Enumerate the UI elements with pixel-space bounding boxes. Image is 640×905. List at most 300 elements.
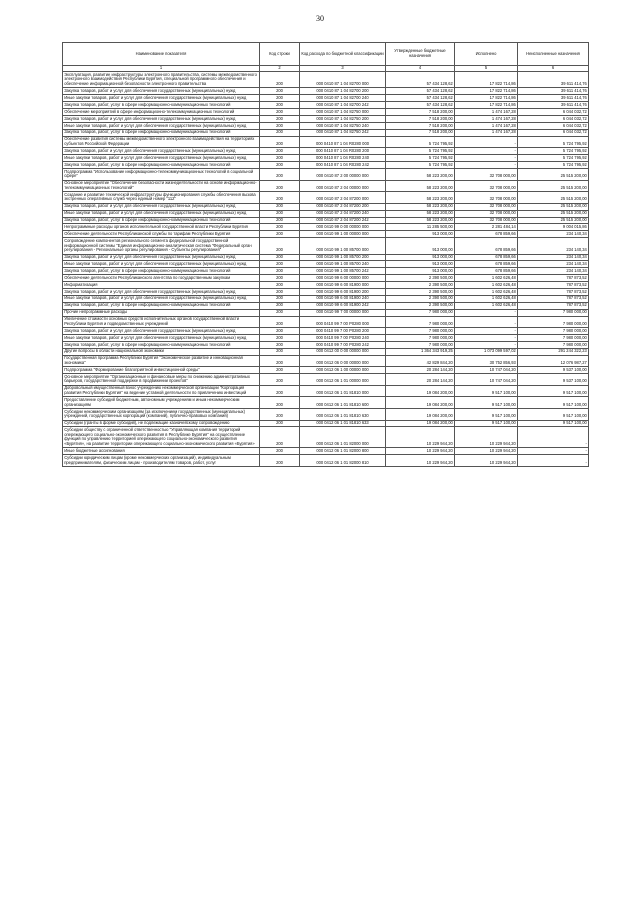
row-name: Основное мероприятие "Обеспечение безопасности жизнедеятельности на основе информационно-телекоммуникационных технологий": [63, 180, 260, 192]
row-unexecuted: 787 873,52: [518, 275, 589, 282]
row-budget-code: 000 0410 99 7 00 P0280 242: [300, 341, 386, 348]
row-budget-code: 000 0410 87 2 04 00000 000: [300, 180, 386, 192]
table-row: [63, 203, 589, 210]
row-approved: 19 084 200,00: [386, 408, 455, 420]
row-approved: 57 434 128,62: [386, 102, 455, 109]
row-budget-code: 000 0410 99 6 00 00000 000: [300, 275, 386, 282]
row-budget-code: 000 0412 06 1 01 81810 600: [300, 397, 386, 409]
row-line-code: 200: [260, 129, 300, 136]
row-name: Закупка товаров, работ и услуг для обеспечения государственных (муниципальных) нужд: [63, 203, 260, 210]
row-executed: 678 859,66: [455, 231, 518, 238]
row-executed: 9 517 100,00: [455, 385, 518, 397]
row-line-code: 200: [260, 448, 300, 455]
header-executed: Исполнено: [455, 43, 518, 66]
table-row: [63, 455, 589, 467]
row-line-code: 200: [260, 116, 300, 123]
column-number: 1: [63, 66, 260, 72]
row-budget-code: 000 0410 87 1 04 R0280 242: [300, 162, 386, 169]
row-approved: 58 223 200,00: [386, 217, 455, 224]
row-approved: 58 223 200,00: [386, 210, 455, 217]
row-executed: 1 602 626,48: [455, 302, 518, 309]
row-unexecuted: 9 537 100,00: [518, 374, 589, 386]
row-approved: 7 980 000,00: [386, 316, 455, 328]
table-row: [63, 288, 589, 295]
row-approved: 7 980 000,00: [386, 335, 455, 342]
row-approved: 7 980 000,00: [386, 341, 455, 348]
row-budget-code: 000 0410 99 7 00 P0280 000: [300, 316, 386, 328]
row-name: Прочие непрограммные расходы: [63, 309, 260, 316]
row-approved: 19 084 200,00: [386, 397, 455, 409]
row-unexecuted: 6 044 032,72: [518, 109, 589, 116]
row-line-code: 200: [260, 355, 300, 367]
table-row: [63, 129, 589, 136]
row-unexecuted: 787 873,52: [518, 302, 589, 309]
row-executed: -: [455, 162, 518, 169]
table-row: [63, 448, 589, 455]
row-approved: 58 223 200,00: [386, 180, 455, 192]
row-name: Закупка товаров, работ и услуг для обеспечения государственных (муниципальных) нужд: [63, 254, 260, 261]
table-row: [63, 427, 589, 448]
row-unexecuted: -: [518, 427, 589, 448]
row-name: Информатизация: [63, 282, 260, 289]
row-name: Увеличение стоимости основных средств исполнительных органов государственной власти Республики Бурятия и подведомственных учреждений: [63, 316, 260, 328]
row-name: Обеспечение развития системы межведомственного электронного взаимодействия на территориях субъектов Российской Федерации: [63, 136, 260, 148]
header-budget-code: Код расхода по бюджетной классификации: [300, 43, 386, 66]
row-unexecuted: 5 724 795,92: [518, 162, 589, 169]
row-line-code: 200: [260, 309, 300, 316]
row-budget-code: 000 0410 99 1 00 85700 240: [300, 261, 386, 268]
row-approved: 913 000,00: [386, 231, 455, 238]
row-name: Основное мероприятие "Организационные и финансовые меры по снижению административных барьеров, государственной поддержке в продвижении проектов": [63, 374, 260, 386]
row-line-code: 200: [260, 316, 300, 328]
row-unexecuted: 5 724 795,92: [518, 136, 589, 148]
row-unexecuted: 291 244 322,23: [518, 348, 589, 355]
row-line-code: 200: [260, 455, 300, 467]
row-line-code: 200: [260, 122, 300, 129]
row-unexecuted: 39 611 414,76: [518, 102, 589, 109]
table-row: [63, 348, 589, 355]
row-executed: -: [455, 309, 518, 316]
row-executed: 1 602 626,48: [455, 288, 518, 295]
row-budget-code: 000 0410 87 1 04 82750 242: [300, 129, 386, 136]
table-row: [63, 408, 589, 420]
row-line-code: 200: [260, 420, 300, 427]
table-row: [63, 162, 589, 169]
table-row: [63, 72, 589, 88]
row-executed: -: [455, 136, 518, 148]
row-line-code: 200: [260, 328, 300, 335]
row-approved: 57 434 128,62: [386, 72, 455, 88]
row-executed: 678 859,66: [455, 254, 518, 261]
row-name: Закупка товаров, работ и услуг для обеспечения государственных (муниципальных) нужд: [63, 88, 260, 95]
row-unexecuted: 6 044 032,72: [518, 116, 589, 123]
column-number: 3: [300, 66, 386, 72]
row-budget-code: 000 0410 87 1 04 82750 000: [300, 109, 386, 116]
row-approved: 20 284 144,20: [386, 374, 455, 386]
table-row: [63, 420, 589, 427]
row-line-code: 200: [260, 268, 300, 275]
row-approved: 7 980 000,00: [386, 309, 455, 316]
table-row: [63, 88, 589, 95]
row-approved: 58 223 200,00: [386, 168, 455, 180]
row-budget-code: 000 0412 00 0 00 00000 000: [300, 348, 386, 355]
row-budget-code: 000 0410 87 1 04 R0280 240: [300, 155, 386, 162]
row-budget-code: 000 0410 99 0 00 00000 000: [300, 224, 386, 231]
row-executed: -: [455, 155, 518, 162]
table-row: [63, 275, 589, 282]
table-row: [63, 374, 589, 386]
table-row: [63, 168, 589, 180]
row-approved: 913 000,00: [386, 254, 455, 261]
row-executed: 17 822 714,86: [455, 72, 518, 88]
row-name: Обеспечение деятельности Республиканской службы по тарифам Республики Бурятия: [63, 231, 260, 238]
row-unexecuted: 7 980 000,00: [518, 328, 589, 335]
row-budget-code: 000 0410 99 6 00 81900 000: [300, 282, 386, 289]
table-row: [63, 102, 589, 109]
row-approved: 2 390 500,00: [386, 288, 455, 295]
row-line-code: 200: [260, 397, 300, 409]
row-name: Иные закупки товаров, работ и услуг для обеспечения государственных (муниципальных) нужд: [63, 210, 260, 217]
row-executed: 10 747 044,20: [455, 374, 518, 386]
row-budget-code: 000 0410 87 1 04 82750 240: [300, 122, 386, 129]
table-row: [63, 180, 589, 192]
row-unexecuted: 9 517 100,00: [518, 397, 589, 409]
table-row: [63, 282, 589, 289]
row-line-code: 200: [260, 168, 300, 180]
row-name: Закупка товаров, работ, услуг в сфере информационно-коммуникационных технологий: [63, 102, 260, 109]
row-line-code: 200: [260, 231, 300, 238]
row-budget-code: 000 0410 87 1 04 R0280 000: [300, 136, 386, 148]
row-executed: 1 474 167,28: [455, 129, 518, 136]
row-unexecuted: 7 980 000,00: [518, 309, 589, 316]
row-budget-code: 000 0412 06 1 01 82000 800: [300, 448, 386, 455]
row-approved: 20 284 144,20: [386, 367, 455, 374]
row-unexecuted: 25 515 200,00: [518, 203, 589, 210]
row-budget-code: 000 0410 87 1 04 82750 200: [300, 116, 386, 123]
row-line-code: 200: [260, 275, 300, 282]
row-budget-code: 000 0410 87 2 04 87200 000: [300, 192, 386, 204]
row-unexecuted: 5 724 795,92: [518, 155, 589, 162]
row-approved: 5 724 795,92: [386, 162, 455, 169]
row-budget-code: 000 0412 06 1 01 81810 000: [300, 385, 386, 397]
table-row: [63, 155, 589, 162]
row-approved: 913 000,00: [386, 261, 455, 268]
row-budget-code: 000 0410 87 2 04 87200 242: [300, 217, 386, 224]
row-approved: 58 223 200,00: [386, 192, 455, 204]
row-name: Закупка товаров, работ и услуг для обеспечения государственных (муниципальных) нужд: [63, 116, 260, 123]
budget-execution-table: [62, 42, 589, 467]
row-line-code: 200: [260, 341, 300, 348]
row-budget-code: 000 0410 99 6 00 81900 242: [300, 302, 386, 309]
row-line-code: 200: [260, 192, 300, 204]
row-budget-code: 000 0412 06 1 01 81810 633: [300, 420, 386, 427]
row-line-code: 200: [260, 254, 300, 261]
row-name: Предоставление субсидий бюджетным, автономным учреждениям и иным некоммерческим организациям: [63, 397, 260, 409]
row-approved: 2 390 500,00: [386, 295, 455, 302]
row-approved: 19 084 200,00: [386, 385, 455, 397]
row-name: Подпрограмма "Использование информационно-телекоммуникационных технологий в социальной сфере": [63, 168, 260, 180]
table-row: [63, 341, 589, 348]
row-unexecuted: 234 140,34: [518, 238, 589, 254]
row-budget-code: 000 0410 87 2 04 87200 200: [300, 203, 386, 210]
table-header-row: [63, 43, 589, 66]
row-name: Закупка товаров, работ и услуг для обеспечения государственных (муниципальных) нужд: [63, 328, 260, 335]
row-approved: 2 390 500,00: [386, 282, 455, 289]
row-line-code: 200: [260, 367, 300, 374]
table-row: [63, 397, 589, 409]
row-approved: 5 724 795,92: [386, 136, 455, 148]
table-row: [63, 309, 589, 316]
row-approved: 11 285 500,00: [386, 224, 455, 231]
row-name: Иные бюджетные ассигнования: [63, 448, 260, 455]
row-unexecuted: 6 044 032,72: [518, 129, 589, 136]
row-executed: 10 229 944,20: [455, 455, 518, 467]
row-line-code: 200: [260, 385, 300, 397]
row-line-code: 200: [260, 95, 300, 102]
row-line-code: 200: [260, 72, 300, 88]
row-name: Закупка товаров, работ и услуг для обеспечения государственных (муниципальных) нужд: [63, 148, 260, 155]
row-line-code: 200: [260, 203, 300, 210]
row-line-code: 200: [260, 224, 300, 231]
row-approved: 5 724 795,92: [386, 148, 455, 155]
row-budget-code: 000 0410 87 2 04 87200 240: [300, 210, 386, 217]
row-name: Иные закупки товаров, работ и услуг для обеспечения государственных (муниципальных) нужд: [63, 122, 260, 129]
row-approved: 2 390 500,00: [386, 302, 455, 309]
row-name: Подпрограмма "Формирование благоприятной инвестиционной среды": [63, 367, 260, 374]
table-row: [63, 268, 589, 275]
table-row: [63, 254, 589, 261]
row-unexecuted: 787 873,52: [518, 295, 589, 302]
row-budget-code: 000 0410 99 1 00 85700 242: [300, 268, 386, 275]
row-approved: 10 229 944,20: [386, 427, 455, 448]
row-approved: 7 518 200,00: [386, 116, 455, 123]
row-line-code: 200: [260, 335, 300, 342]
row-executed: -: [455, 335, 518, 342]
row-executed: 678 859,66: [455, 238, 518, 254]
row-executed: 10 229 944,20: [455, 427, 518, 448]
row-unexecuted: 9 004 015,86: [518, 224, 589, 231]
row-budget-code: 000 0410 87 1 04 82700 200: [300, 88, 386, 95]
row-line-code: 200: [260, 374, 300, 386]
row-approved: 5 724 795,92: [386, 155, 455, 162]
row-budget-code: 000 0410 99 7 00 00000 000: [300, 309, 386, 316]
row-unexecuted: -: [518, 455, 589, 467]
row-unexecuted: 9 517 100,00: [518, 385, 589, 397]
row-executed: 1 073 099 597,02: [455, 348, 518, 355]
row-line-code: 200: [260, 295, 300, 302]
row-unexecuted: 7 980 000,00: [518, 316, 589, 328]
row-executed: 32 708 000,00: [455, 168, 518, 180]
row-line-code: 200: [260, 261, 300, 268]
table-row: [63, 355, 589, 367]
header-line-code: Код строки: [260, 43, 300, 66]
row-budget-code: 000 0412 06 0 00 00000 000: [300, 355, 386, 367]
row-name: Иные закупки товаров, работ и услуг для обеспечения государственных (муниципальных) нужд: [63, 335, 260, 342]
table-row: [63, 224, 589, 231]
row-line-code: 200: [260, 408, 300, 420]
table-row: [63, 316, 589, 328]
column-number: 5: [455, 66, 518, 72]
row-name: Субсидии обществу с ограниченной ответственностью "Управляющая компания территорий опережающего социально-экономического развития в Республике Бурятия" на осуществление функций по управлению территорией опережающего социально-экономического развития «Бурятия», на развитие территории опережающего социально-экономического развития «Бурятия»: [63, 427, 260, 448]
row-approved: 10 229 944,20: [386, 448, 455, 455]
header-name: Наименование показателя: [63, 43, 260, 66]
row-name: Закупка товаров, работ, услуг в сфере информационно-коммуникационных технологий: [63, 268, 260, 275]
row-budget-code: 000 0412 06 1 01 00000 000: [300, 374, 386, 386]
row-name: Обеспечение деятельности Республиканского агентства по государственным закупкам: [63, 275, 260, 282]
row-approved: 57 434 128,62: [386, 88, 455, 95]
row-name: Субсидии юридическим лицам (кроме некоммерческих организаций), индивидуальным предпринимателям, физическим лицам - производителям товаров, работ, услуг: [63, 455, 260, 467]
row-budget-code: 000 0412 06 1 01 81810 630: [300, 408, 386, 420]
column-number: 6: [518, 66, 589, 72]
row-name: Обеспечение мероприятий в сфере информационно-телекоммуникационных технологий: [63, 109, 260, 116]
table-row: [63, 95, 589, 102]
row-unexecuted: 39 611 414,76: [518, 95, 589, 102]
row-budget-code: 000 0412 06 1 01 82000 000: [300, 427, 386, 448]
row-executed: 30 752 856,93: [455, 355, 518, 367]
table-row: [63, 122, 589, 129]
row-approved: 7 518 200,00: [386, 109, 455, 116]
row-executed: 32 708 000,00: [455, 180, 518, 192]
row-name: Закупка товаров, работ, услуг в сфере информационно-коммуникационных технологий: [63, 302, 260, 309]
row-approved: 1 364 343 919,25: [386, 348, 455, 355]
table-row: [63, 231, 589, 238]
table-row: [63, 192, 589, 204]
row-unexecuted: 39 611 414,76: [518, 88, 589, 95]
row-name: Создание и развитие технической инфраструктуры функционирования службы обеспечения вызова экстренных оперативных служб через единый номер "112": [63, 192, 260, 204]
row-unexecuted: 234 140,34: [518, 254, 589, 261]
table-row: [63, 261, 589, 268]
row-executed: 1 474 167,28: [455, 116, 518, 123]
row-approved: 7 518 200,00: [386, 122, 455, 129]
row-name: Субсидии некоммерческим организациям (за исключением государственных (муниципальных) учреждений, государственных корпораций (компаний), публично-правовых компаний): [63, 408, 260, 420]
row-executed: 1 474 167,28: [455, 122, 518, 129]
row-line-code: 200: [260, 217, 300, 224]
row-line-code: 200: [260, 88, 300, 95]
row-unexecuted: 9 517 100,00: [518, 420, 589, 427]
row-executed: -: [455, 341, 518, 348]
row-executed: 17 822 714,86: [455, 102, 518, 109]
row-budget-code: 000 0410 87 1 04 82700 240: [300, 95, 386, 102]
row-line-code: 200: [260, 155, 300, 162]
row-executed: 2 281 484,14: [455, 224, 518, 231]
row-executed: 9 517 100,00: [455, 397, 518, 409]
row-approved: 7 980 000,00: [386, 328, 455, 335]
row-approved: 19 084 200,00: [386, 420, 455, 427]
row-unexecuted: 234 140,34: [518, 231, 589, 238]
row-executed: 1 602 626,48: [455, 295, 518, 302]
row-line-code: 200: [260, 348, 300, 355]
table-row: [63, 210, 589, 217]
row-unexecuted: 39 611 414,76: [518, 72, 589, 88]
row-budget-code: 000 0410 99 6 00 81900 200: [300, 288, 386, 295]
table-row: [63, 328, 589, 335]
row-line-code: 200: [260, 282, 300, 289]
row-name: Эксплуатация, развитие инфраструктуры электронного правительства, системы межведомственного электронного взаимодействия Республики Бурятия, специальной программного обеспечения и обеспечение информационной безопасности электронного правительства: [63, 72, 260, 88]
row-unexecuted: 7 980 000,00: [518, 341, 589, 348]
row-budget-code: 000 0410 99 1 00 85700 000: [300, 238, 386, 254]
row-executed: -: [455, 328, 518, 335]
row-line-code: 200: [260, 136, 300, 148]
row-executed: 32 708 000,00: [455, 203, 518, 210]
row-name: Сопровождение компонентов регионального сегмента федеральной государственной информационной системы "Единая информационно-аналитическая система "Федеральный орган регулирования - Региональные органы регулирования - Субъекты регулирования": [63, 238, 260, 254]
row-executed: 678 859,66: [455, 268, 518, 275]
row-approved: 58 223 200,00: [386, 203, 455, 210]
row-line-code: 200: [260, 210, 300, 217]
row-unexecuted: 9 537 100,00: [518, 367, 589, 374]
row-unexecuted: 7 980 000,00: [518, 335, 589, 342]
row-unexecuted: -: [518, 448, 589, 455]
row-name: Закупка товаров, работ, услуг в сфере информационно-коммуникационных технологий: [63, 129, 260, 136]
row-unexecuted: 5 724 795,92: [518, 148, 589, 155]
row-name: Закупка товаров, работ, услуг в сфере информационно-коммуникационных технологий: [63, 217, 260, 224]
row-line-code: 200: [260, 109, 300, 116]
row-name: Иные закупки товаров, работ и услуг для обеспечения государственных (муниципальных) нужд: [63, 155, 260, 162]
row-budget-code: 000 0412 06 1 01 82000 810: [300, 455, 386, 467]
row-executed: 10 747 044,20: [455, 367, 518, 374]
table-row: [63, 367, 589, 374]
row-executed: -: [455, 148, 518, 155]
row-budget-code: 000 0410 87 2 00 00000 000: [300, 168, 386, 180]
table-row: [63, 136, 589, 148]
row-approved: 7 518 200,00: [386, 129, 455, 136]
row-line-code: 200: [260, 180, 300, 192]
row-unexecuted: 9 517 100,00: [518, 408, 589, 420]
column-number: 2: [260, 66, 300, 72]
row-name: Государственная программа Республики Бурятия "Экономическое развитие и инновационная экономика": [63, 355, 260, 367]
table-body: [63, 72, 589, 467]
row-approved: 2 390 500,00: [386, 275, 455, 282]
row-name: Иные закупки товаров, работ и услуг для обеспечения государственных (муниципальных) нужд: [63, 261, 260, 268]
row-line-code: 200: [260, 427, 300, 448]
row-executed: 17 822 714,86: [455, 88, 518, 95]
column-number: 4: [386, 66, 455, 72]
row-name: Иные закупки товаров, работ и услуг для обеспечения государственных (муниципальных) нужд: [63, 95, 260, 102]
row-unexecuted: 25 515 200,00: [518, 180, 589, 192]
row-executed: 1 602 626,48: [455, 282, 518, 289]
row-unexecuted: 787 873,52: [518, 282, 589, 289]
row-executed: 10 229 944,20: [455, 448, 518, 455]
page-number: 30: [316, 14, 324, 23]
row-name: Закупка товаров, работ, услуг в сфере информационно-коммуникационных технологий: [63, 341, 260, 348]
row-budget-code: 000 0410 99 1 00 00000 000: [300, 231, 386, 238]
table-row: [63, 148, 589, 155]
table-row: [63, 238, 589, 254]
row-executed: 32 708 000,00: [455, 192, 518, 204]
row-budget-code: 000 0410 99 7 00 P0280 200: [300, 328, 386, 335]
row-budget-code: 000 0410 99 7 00 P0280 240: [300, 335, 386, 342]
row-approved: 10 229 944,20: [386, 455, 455, 467]
row-budget-code: 000 0410 99 6 00 81900 240: [300, 295, 386, 302]
row-approved: 57 434 128,62: [386, 95, 455, 102]
row-name: Иные закупки товаров, работ и услуг для обеспечения государственных (муниципальных) нужд: [63, 295, 260, 302]
row-name: Закупка товаров, работ, услуг в сфере информационно-коммуникационных технологий: [63, 162, 260, 169]
row-budget-code: 000 0410 87 1 04 82700 242: [300, 102, 386, 109]
table-row: [63, 109, 589, 116]
row-approved: 42 829 844,20: [386, 355, 455, 367]
header-approved: Утвержденные бюджетные назначения: [386, 43, 455, 66]
row-approved: 913 000,00: [386, 268, 455, 275]
row-unexecuted: 6 044 032,72: [518, 122, 589, 129]
row-name: Закупка товаров, работ и услуг для обеспечения государственных (муниципальных) нужд: [63, 288, 260, 295]
row-unexecuted: 12 076 987,27: [518, 355, 589, 367]
row-approved: 913 000,00: [386, 238, 455, 254]
row-line-code: 200: [260, 238, 300, 254]
row-executed: 1 602 626,48: [455, 275, 518, 282]
row-unexecuted: 25 515 200,00: [518, 210, 589, 217]
row-name: Непрограммные расходы органов исполнительной государственной власти Республики Бурятия: [63, 224, 260, 231]
row-unexecuted: 25 515 200,00: [518, 217, 589, 224]
row-line-code: 200: [260, 162, 300, 169]
